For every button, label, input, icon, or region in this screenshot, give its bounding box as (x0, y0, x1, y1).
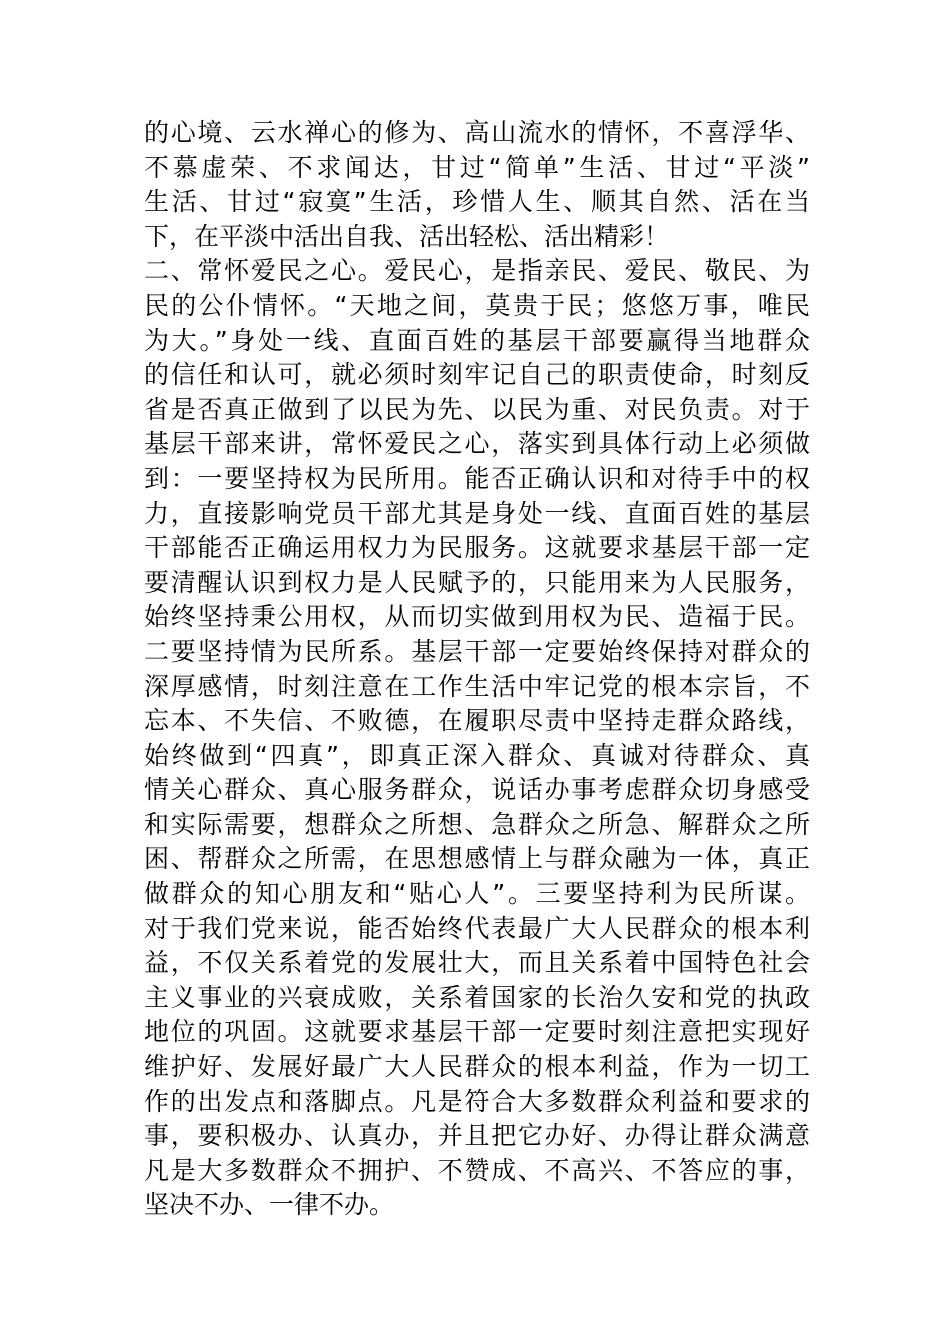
text-line: 干部能否正确运用权力为民服务。这就要求基层干部一定 (144, 533, 810, 563)
text-line: 为大。”身处一线、直面百姓的基层干部要赢得当地群众 (144, 325, 810, 355)
text-line: 始终做到“四真”，即真正深入群众、真诚对待群众、真 (144, 740, 810, 770)
text-line: 地位的巩固。这就要求基层干部一定要时刻注意把实现好 (144, 1017, 810, 1047)
text-line: 深厚感情，时刻注意在工作生活中牢记党的根本宗旨，不 (144, 671, 810, 701)
text-line: 忘本、不失信、不败德，在履职尽责中坚持走群众路线， (144, 706, 810, 736)
text-line: 的信任和认可，就必须时刻牢记自己的职责使命，时刻反 (144, 360, 810, 390)
text-line: 始终坚持秉公用权，从而切实做到用权为民、造福于民。 (144, 602, 810, 632)
text-line: 作的出发点和落脚点。凡是符合大多数群众利益和要求的 (144, 1086, 810, 1116)
text-line: 的心境、云水禅心的修为、高山流水的情怀，不喜浮华、 (144, 118, 810, 147)
text-line: 主义事业的兴衰成败，关系着国家的长治久安和党的执政 (144, 982, 810, 1012)
text-line: 二要坚持情为民所系。基层干部一定要始终保持对群众的 (144, 636, 810, 666)
text-line: 要清醒认识到权力是人民赋予的，只能用来为人民服务， (144, 567, 810, 597)
text-line: 省是否真正做到了以民为先、以民为重、对民负责。对于 (144, 394, 810, 424)
body-text (144, 116, 810, 1223)
text-line: 力，直接影响党员干部尤其是身处一线、直面百姓的基层 (144, 498, 810, 528)
text-line: 民的公仆情怀。“天地之间，莫贵于民；悠悠万事，唯民 (144, 290, 810, 320)
text-line: 凡是大多数群众不拥护、不赞成、不高兴、不答应的事， (144, 1155, 810, 1185)
text-line: 益，不仅关系着党的发展壮大，而且关系着中国特色社会 (144, 948, 810, 978)
text-line: 情关心群众、真心服务群众，说话办事考虑群众切身感受 (144, 775, 810, 805)
text-line: 做群众的知心朋友和“贴心人”。三要坚持利为民所谋。 (144, 879, 810, 909)
text-line: 二、常怀爱民之心。爱民心，是指亲民、爱民、敬民、为 (144, 256, 810, 286)
text-line: 到：一要坚持权为民所用。能否正确认识和对待手中的权 (144, 463, 810, 493)
text-line: 下，在平淡中活出自我、活出轻松、活出精彩！ (144, 221, 670, 251)
text-line: 坚决不办、一律不办。 (144, 1190, 395, 1220)
text-line: 不慕虚荣、不求闻达，甘过“简单”生活、甘过“平淡” (144, 152, 810, 182)
text-line: 事，要积极办、认真办，并且把它办好、办得让群众满意 (144, 1121, 810, 1151)
text-line: 对于我们党来说，能否始终代表最广大人民群众的根本利 (144, 913, 810, 943)
text-line: 困、帮群众之所需，在思想感情上与群众融为一体，真正 (144, 844, 810, 874)
text-line: 和实际需要，想群众之所想、急群众之所急、解群众之所 (144, 809, 810, 839)
text-line: 维护好、发展好最广大人民群众的根本利益，作为一切工 (144, 1052, 810, 1082)
text-line: 基层干部来讲，常怀爱民之心，落实到具体行动上必须做 (144, 429, 810, 459)
text-line: 生活、甘过“寂寞”生活，珍惜人生、顺其自然、活在当 (144, 187, 810, 217)
